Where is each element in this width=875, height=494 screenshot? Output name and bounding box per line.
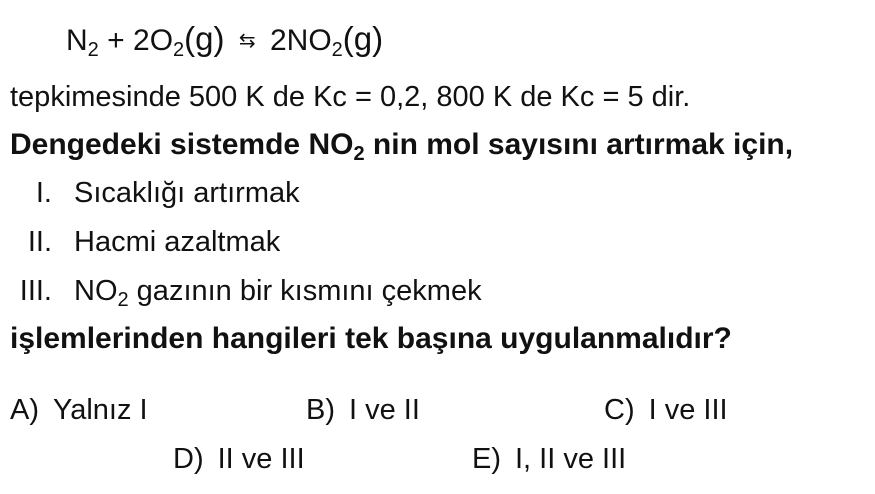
- statement-text: [74, 274, 482, 311]
- statement-number: I.: [35, 177, 52, 209]
- statement-item-3: [0, 274, 875, 311]
- statement-text-after: gazının bir kısmını çekmek: [128, 275, 482, 307]
- option-text: I, II ve III: [515, 443, 627, 475]
- statement-number: III.: [19, 275, 52, 307]
- statement-item-2: [0, 225, 875, 259]
- statement-subscript: 2: [117, 289, 129, 311]
- stem-before: Dengedeki sistemde NO: [10, 128, 354, 161]
- no2-state: (g): [342, 20, 384, 57]
- option-letter: A): [10, 394, 39, 426]
- intro-text: tepkimesinde 500 K de Kc = 0,2, 800 K de Kc = 5 dir.: [10, 81, 691, 113]
- statement-text: Sıcaklığı artırmak: [74, 177, 300, 209]
- stem-after: nin mol sayısını artırmak için,: [364, 128, 794, 161]
- option-text: II ve III: [217, 443, 305, 475]
- statement-text: Hacmi azaltmak: [74, 226, 281, 258]
- o2-symbol: 2O: [133, 24, 174, 57]
- option-d[interactable]: [173, 442, 305, 476]
- statement-item-1: [0, 176, 875, 210]
- option-letter: C): [604, 394, 635, 426]
- n2-subscript: 2: [87, 39, 99, 61]
- o2-subscript: 2: [173, 39, 185, 61]
- plus-sign: +: [107, 24, 125, 57]
- statement-text-before: NO: [74, 275, 118, 307]
- no2-symbol: 2NO: [269, 24, 332, 57]
- reaction-equation: [66, 22, 383, 61]
- question-text: işlemlerinden hangileri tek başına uygulanmalıdır?: [10, 322, 732, 355]
- option-text: I ve II: [349, 394, 420, 426]
- option-text: Yalnız I: [53, 394, 148, 426]
- option-letter: D): [173, 443, 204, 475]
- statement-number: II.: [27, 226, 52, 258]
- option-letter: E): [472, 443, 501, 475]
- option-c[interactable]: [604, 393, 728, 427]
- option-text: I ve III: [648, 394, 728, 426]
- question-stem: [10, 128, 794, 165]
- o2-state: (g): [184, 20, 225, 57]
- equilibrium-arrow-icon: ⇆: [238, 30, 256, 52]
- option-e[interactable]: [472, 442, 626, 476]
- stem-subscript: 2: [353, 143, 365, 165]
- no2-subscript: 2: [331, 39, 343, 61]
- option-b[interactable]: [306, 393, 420, 427]
- option-letter: B): [306, 394, 335, 426]
- n2-symbol: N: [66, 24, 88, 57]
- option-a[interactable]: [10, 393, 148, 427]
